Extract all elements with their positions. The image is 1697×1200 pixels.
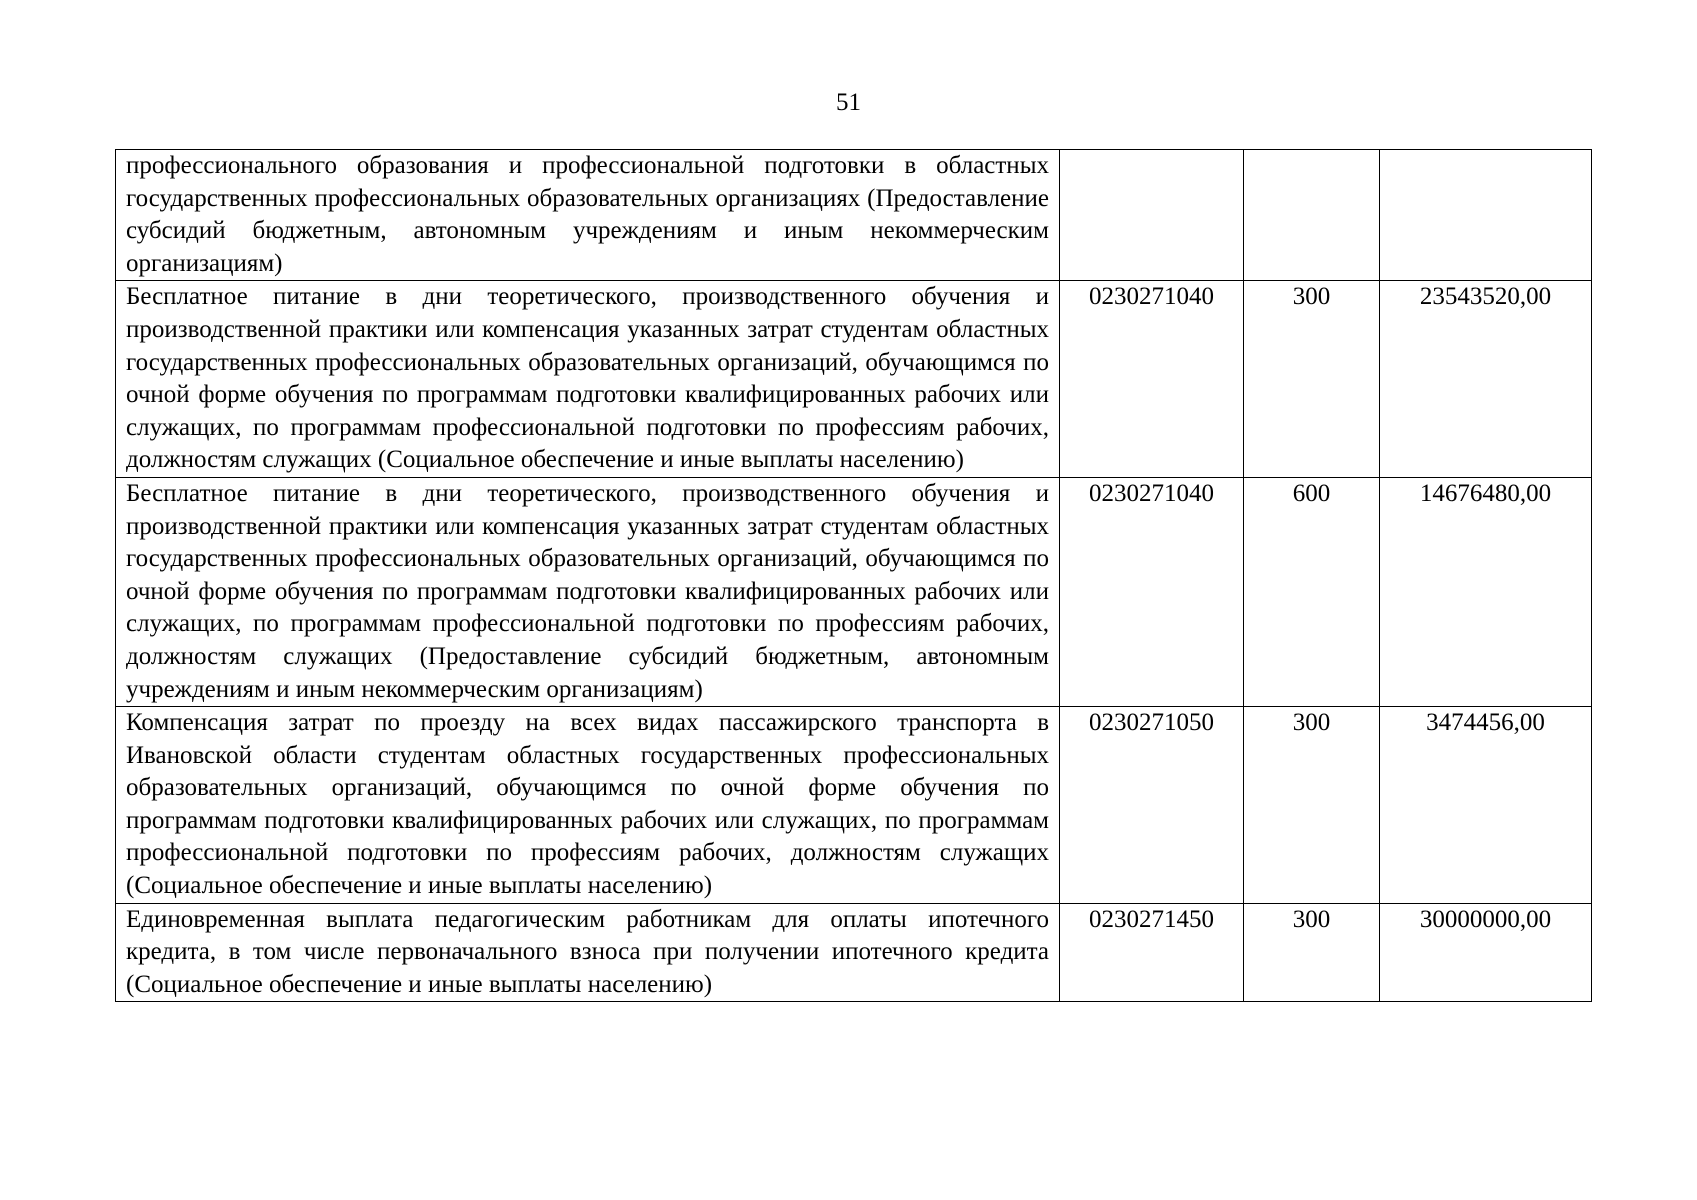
row-expense-type: 300 <box>1244 281 1380 478</box>
row-amount: 30000000,00 <box>1380 903 1592 1002</box>
row-target-code: 0230271450 <box>1060 903 1244 1002</box>
table-row <box>116 150 1592 281</box>
table-row <box>116 903 1592 1002</box>
row-amount <box>1380 150 1592 281</box>
row-target-code: 0230271040 <box>1060 477 1244 706</box>
row-expense-type: 300 <box>1244 903 1380 1002</box>
row-amount: 3474456,00 <box>1380 707 1592 904</box>
table-row <box>116 281 1592 478</box>
page-number: 51 <box>836 89 861 116</box>
row-description: Компенсация затрат по проезду на всех видах пассажирского транспорта в Ивановской области студентам областных государственных профессиональных образовательных организаций, обучающимся по очной форме обучения по программам подготовки квалифицированных рабочих или служащих, по программам профессиональной подготовки по профессиям рабочих, должностям служащих (Социальное обеспечение и иные выплаты населению) <box>116 707 1060 904</box>
budget-table <box>115 149 1592 1002</box>
table-row <box>116 477 1592 706</box>
row-target-code: 0230271040 <box>1060 281 1244 478</box>
row-description: Бесплатное питание в дни теоретического, производственного обучения и производственной практики или компенсация указанных затрат студентам областных государственных профессиональных образовательных организаций, обучающимся по очной форме обучения по программам подготовки квалифицированных рабочих или служащих, по программам профессиональной подготовки по профессиям рабочих, должностям служащих (Предоставление субсидий бюджетным, автономным учреждениям и иным некоммерческим организациям) <box>116 477 1060 706</box>
row-description: профессионального образования и профессиональной подготовки в областных государственных профессиональных образовательных организациях (Предоставление субсидий бюджетным, автономным учреждениям и иным некоммерческим организациям) <box>116 150 1060 281</box>
row-description: Бесплатное питание в дни теоретического, производственного обучения и производственной практики или компенсация указанных затрат студентам областных государственных профессиональных образовательных организаций, обучающимся по очной форме обучения по программам подготовки квалифицированных рабочих или служащих, по программам профессиональной подготовки по профессиям рабочих, должностям служащих (Социальное обеспечение и иные выплаты населению) <box>116 281 1060 478</box>
table-row <box>116 707 1592 904</box>
row-amount: 23543520,00 <box>1380 281 1592 478</box>
row-expense-type <box>1244 150 1380 281</box>
row-target-code <box>1060 150 1244 281</box>
row-expense-type: 300 <box>1244 707 1380 904</box>
row-amount: 14676480,00 <box>1380 477 1592 706</box>
row-expense-type: 600 <box>1244 477 1380 706</box>
row-description: Единовременная выплата педагогическим работникам для оплаты ипотечного кредита, в том числе первоначального взноса при получении ипотечного кредита (Социальное обеспечение и иные выплаты населению) <box>116 903 1060 1002</box>
row-target-code: 0230271050 <box>1060 707 1244 904</box>
